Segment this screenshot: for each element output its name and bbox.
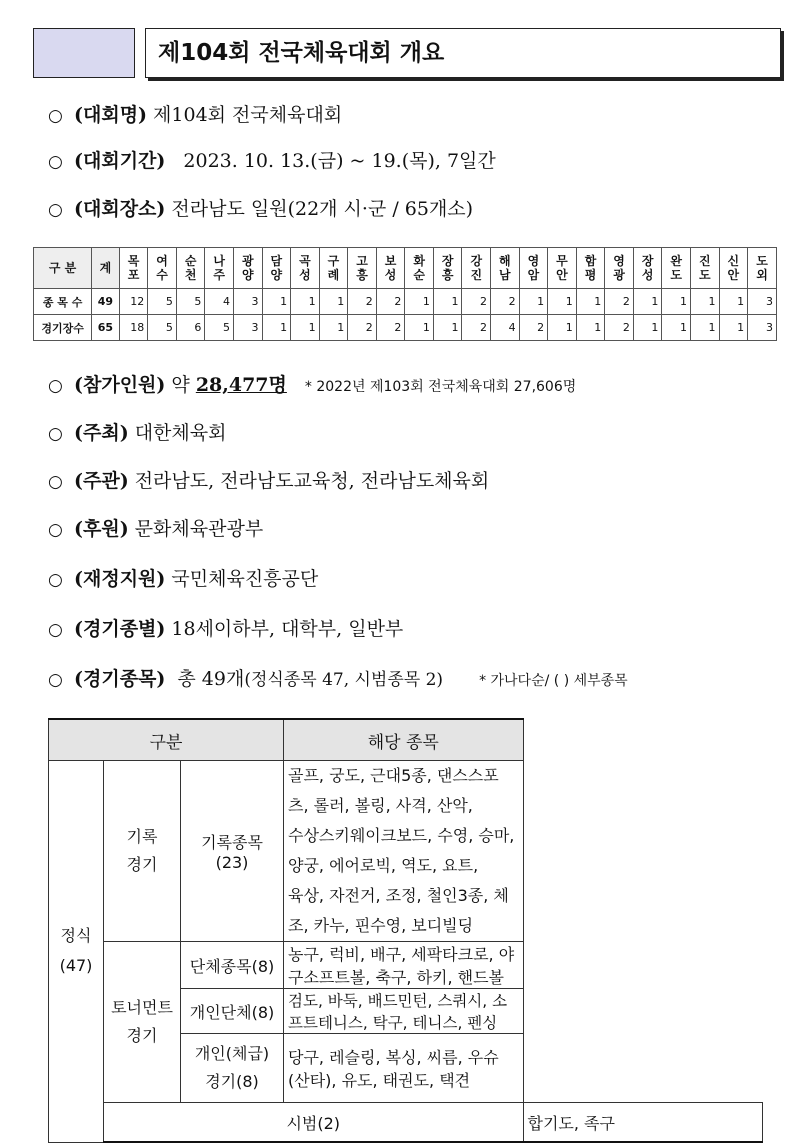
events-note: * 가나다순/ ( ) 세부종목 bbox=[479, 673, 628, 689]
individual-team-events: 검도, 바둑, 배드민턴, 스쿼시, 소프트테니스, 탁구, 테니스, 펜싱 bbox=[284, 989, 524, 1034]
record-category: 기록종목(23) bbox=[181, 761, 284, 942]
venue-cell: 2 bbox=[348, 315, 377, 341]
bullet-icon: ○ bbox=[48, 106, 63, 126]
venue-cell: 1 bbox=[405, 289, 434, 315]
info-line-venue bbox=[48, 196, 473, 223]
venue-cell: 2 bbox=[605, 315, 634, 341]
sports-header-row bbox=[49, 719, 763, 761]
venue-cell: 3 bbox=[233, 315, 262, 341]
venue-cell: 1 bbox=[576, 315, 605, 341]
venue-region-header: 장흥 bbox=[433, 248, 462, 289]
sports-row-team bbox=[49, 942, 763, 989]
bullet-icon: ○ bbox=[48, 472, 63, 492]
info-key: (경기종별) bbox=[74, 618, 166, 640]
venue-table bbox=[33, 247, 777, 341]
info-line-organizer bbox=[48, 468, 489, 495]
info-line-host bbox=[48, 420, 226, 447]
info-line-divisions bbox=[48, 616, 403, 643]
venue-cell: 3 bbox=[748, 315, 777, 341]
venue-region-header: 화순 bbox=[405, 248, 434, 289]
venue-cell: 3 bbox=[748, 289, 777, 315]
info-value: 전라남도 일원(22개 시·군 / 65개소) bbox=[171, 198, 474, 220]
info-key: (후원) bbox=[74, 518, 129, 540]
venue-region-header: 영광 bbox=[605, 248, 634, 289]
venue-region-header: 순천 bbox=[176, 248, 205, 289]
info-key: (대회장소) bbox=[74, 198, 166, 220]
venue-cell: 1 bbox=[548, 289, 577, 315]
venue-cell: 1 bbox=[291, 289, 320, 315]
venue-row-venues bbox=[34, 315, 777, 341]
participants-count: 28,477명 bbox=[195, 374, 287, 396]
bullet-icon: ○ bbox=[48, 570, 63, 590]
team-events: 농구, 럭비, 배구, 세팍타크로, 야구소프트볼, 축구, 하키, 핸드볼 bbox=[284, 942, 524, 989]
venue-region-header: 무안 bbox=[548, 248, 577, 289]
bullet-icon: ○ bbox=[48, 424, 63, 444]
team-category: 단체종목(8) bbox=[181, 942, 284, 989]
venue-cell: 2 bbox=[376, 315, 405, 341]
official-count: (47) bbox=[59, 956, 93, 976]
venue-cell: 5 bbox=[205, 315, 234, 341]
venue-cell: 6 bbox=[176, 315, 205, 341]
info-key: (재정지원) bbox=[74, 568, 166, 590]
venue-region-header: 강진 bbox=[462, 248, 491, 289]
venue-cell: 1 bbox=[662, 315, 691, 341]
venue-cell: 2 bbox=[376, 289, 405, 315]
venue-region-header: 곡성 bbox=[291, 248, 320, 289]
info-value: 제104회 전국체육대회 bbox=[153, 104, 343, 126]
venue-cell: 1 bbox=[690, 315, 719, 341]
venue-cell: 1 bbox=[519, 289, 548, 315]
venue-row-events bbox=[34, 289, 777, 315]
bullet-icon: ○ bbox=[48, 620, 63, 640]
venue-cell: 1 bbox=[291, 315, 320, 341]
info-value: 문화체육관광부 bbox=[134, 518, 264, 540]
venue-region-header: 고흥 bbox=[348, 248, 377, 289]
individual-category-label: 개인(체급) bbox=[194, 1044, 270, 1063]
venue-region-header: 진도 bbox=[690, 248, 719, 289]
venue-cell: 1 bbox=[433, 315, 462, 341]
venue-row-label: 종 목 수 bbox=[34, 289, 92, 315]
venue-region-header: 도외 bbox=[748, 248, 777, 289]
venue-cell: 2 bbox=[462, 315, 491, 341]
info-value: 18세이하부, 대학부, 일반부 bbox=[171, 618, 404, 640]
bullet-icon: ○ bbox=[48, 200, 63, 220]
venue-cell: 1 bbox=[719, 315, 748, 341]
bullet-icon: ○ bbox=[48, 520, 63, 540]
venue-cell: 2 bbox=[462, 289, 491, 315]
venue-cell: 1 bbox=[548, 315, 577, 341]
venue-cell: 1 bbox=[576, 289, 605, 315]
venue-cell: 1 bbox=[319, 315, 348, 341]
info-line-events bbox=[48, 666, 628, 694]
venue-cell: 12 bbox=[119, 289, 148, 315]
venue-cell: 1 bbox=[662, 289, 691, 315]
venue-row-total: 65 bbox=[92, 315, 120, 341]
venue-cell: 1 bbox=[633, 315, 662, 341]
venue-cell: 5 bbox=[176, 289, 205, 315]
header-decoration-box bbox=[33, 28, 135, 78]
info-key: (주관) bbox=[74, 470, 129, 492]
venue-cell: 1 bbox=[319, 289, 348, 315]
record-group-label: 기록 bbox=[126, 827, 158, 846]
venue-region-header: 나주 bbox=[205, 248, 234, 289]
individual-team-category: 개인단체(8) bbox=[181, 989, 284, 1034]
venue-cell: 1 bbox=[433, 289, 462, 315]
venue-cell: 2 bbox=[491, 289, 520, 315]
info-key: (참가인원) bbox=[74, 374, 166, 396]
venue-gubun-header: 구 분 bbox=[34, 248, 92, 289]
individual-events: 당구, 레슬링, 복싱, 씨름, 우슈(산타), 유도, 태권도, 택견 bbox=[284, 1034, 524, 1103]
venue-cell: 1 bbox=[262, 289, 291, 315]
venue-cell: 1 bbox=[405, 315, 434, 341]
venue-region-header: 여수 bbox=[148, 248, 177, 289]
venue-row-total: 49 bbox=[92, 289, 120, 315]
info-line-sponsor bbox=[48, 516, 263, 543]
record-events-line: 육상, 자전거, 조정, 철인3종, 체조, 카누, 핀수영, 보디빌딩 bbox=[288, 886, 509, 935]
sports-header-events: 해당 종목 bbox=[284, 719, 524, 761]
venue-header-row bbox=[34, 248, 777, 289]
venue-cell: 2 bbox=[519, 315, 548, 341]
demo-events: 합기도, 족구 bbox=[523, 1103, 763, 1143]
bullet-icon: ○ bbox=[48, 670, 63, 690]
page-title: 제104회 전국체육대회 개요 bbox=[145, 28, 781, 78]
tournament-group-cell bbox=[104, 942, 181, 1103]
events-detail: (정식종목 47, 시범종목 2) bbox=[244, 670, 444, 690]
venue-region-header: 목포 bbox=[119, 248, 148, 289]
venue-region-header: 해남 bbox=[491, 248, 520, 289]
individual-category-cell bbox=[181, 1034, 284, 1103]
venue-region-header: 장성 bbox=[633, 248, 662, 289]
venue-total-header: 계 bbox=[92, 248, 120, 289]
sports-header-gubun: 구분 bbox=[49, 719, 284, 761]
venue-region-header: 신안 bbox=[719, 248, 748, 289]
venue-cell: 1 bbox=[719, 289, 748, 315]
info-line-period bbox=[48, 148, 496, 175]
sports-row-demo bbox=[49, 1103, 763, 1143]
record-events-cell bbox=[284, 761, 524, 942]
info-key: (대회명) bbox=[74, 104, 148, 126]
venue-row-label: 경기장수 bbox=[34, 315, 92, 341]
events-total: 총 49개 bbox=[177, 668, 245, 690]
info-value: 2023. 10. 13.(금) ~ 19.(목), 7일간 bbox=[183, 150, 496, 172]
venue-region-header: 완도 bbox=[662, 248, 691, 289]
info-key: (주최) bbox=[74, 422, 129, 444]
venue-cell: 2 bbox=[605, 289, 634, 315]
official-label: 정식 bbox=[60, 926, 92, 946]
info-value: 대한체육회 bbox=[134, 422, 227, 444]
record-events-line: 골프, 궁도, 근대5종, 댄스스포츠, 롤러, 볼링, 사격, 산악, bbox=[288, 766, 499, 815]
venue-cell: 1 bbox=[262, 315, 291, 341]
venue-cell: 5 bbox=[148, 289, 177, 315]
venue-cell: 18 bbox=[119, 315, 148, 341]
venue-cell: 4 bbox=[491, 315, 520, 341]
venue-cell: 4 bbox=[205, 289, 234, 315]
info-line-name bbox=[48, 102, 342, 129]
individual-category-label2: 경기(8) bbox=[205, 1072, 259, 1091]
venue-region-header: 광양 bbox=[233, 248, 262, 289]
venue-region-header: 영암 bbox=[519, 248, 548, 289]
info-line-funding bbox=[48, 566, 318, 593]
venue-region-header: 담양 bbox=[262, 248, 291, 289]
bullet-icon: ○ bbox=[48, 152, 63, 172]
venue-region-header: 구례 bbox=[319, 248, 348, 289]
info-value: 국민체육진흥공단 bbox=[171, 568, 319, 590]
demo-category: 시범(2) bbox=[104, 1103, 524, 1143]
venue-region-header: 보성 bbox=[376, 248, 405, 289]
info-key: (경기종목) bbox=[74, 668, 166, 690]
record-group-cell bbox=[104, 761, 181, 942]
venue-cell: 2 bbox=[348, 289, 377, 315]
info-value: 전라남도, 전라남도교육청, 전라남도체육회 bbox=[134, 470, 490, 492]
tournament-group-label2: 경기 bbox=[126, 1026, 158, 1045]
tournament-group-label: 토너먼트 bbox=[111, 998, 173, 1017]
venue-cell: 5 bbox=[148, 315, 177, 341]
venue-cell: 3 bbox=[233, 289, 262, 315]
record-group-label2: 경기 bbox=[126, 855, 158, 874]
venue-cell: 1 bbox=[690, 289, 719, 315]
participants-note: * 2022년 제103회 전국체육대회 27,606명 bbox=[304, 379, 577, 395]
sports-row-record bbox=[49, 761, 763, 942]
venue-cell: 1 bbox=[633, 289, 662, 315]
record-events-line: 수상스키웨이크보드, 수영, 승마, 양궁, 에어로빅, 역도, 요트, bbox=[288, 826, 515, 875]
bullet-icon: ○ bbox=[48, 376, 63, 396]
sports-table bbox=[48, 718, 763, 1143]
info-line-participants bbox=[48, 372, 576, 400]
official-cell bbox=[49, 761, 104, 1143]
venue-region-header: 함평 bbox=[576, 248, 605, 289]
participants-prefix: 약 bbox=[171, 374, 190, 396]
info-key: (대회기간) bbox=[74, 150, 166, 172]
